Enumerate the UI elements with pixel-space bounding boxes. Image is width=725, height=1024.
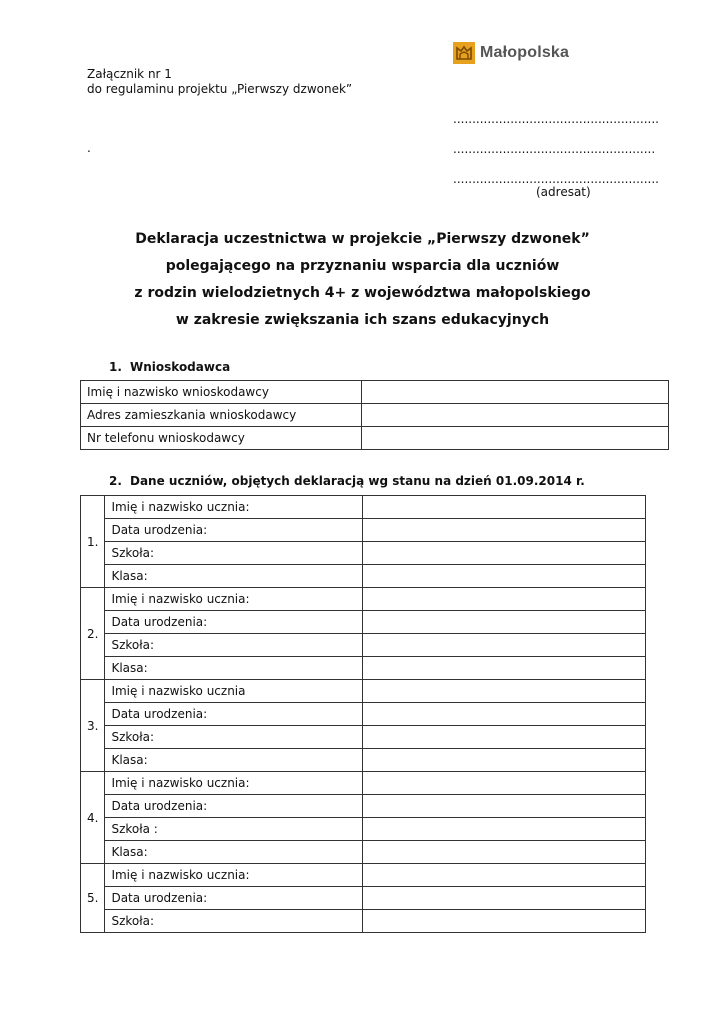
section-1-heading: Wnioskodawca	[130, 360, 231, 374]
table-row	[81, 749, 646, 772]
student-field-input[interactable]	[363, 519, 646, 542]
table-row	[81, 680, 646, 703]
table-row	[81, 841, 646, 864]
student-field-input[interactable]	[363, 657, 646, 680]
table-row	[81, 772, 646, 795]
student-field-input[interactable]	[363, 818, 646, 841]
table-row	[81, 726, 646, 749]
applicant-address-label: Adres zamieszkania wnioskodawcy	[81, 404, 362, 427]
malopolska-logo-icon	[453, 42, 475, 64]
applicant-name-field[interactable]	[362, 381, 669, 404]
student-field-input[interactable]	[363, 634, 646, 657]
applicant-phone-label: Nr telefonu wnioskodawcy	[81, 427, 362, 450]
student-field-label: Imię i nazwisko ucznia:	[105, 496, 363, 519]
student-field-input[interactable]	[363, 864, 646, 887]
section-1-number: 1.	[109, 360, 122, 374]
malopolska-logo	[453, 42, 569, 64]
logo-text: Małopolska	[480, 44, 570, 61]
table-row	[81, 795, 646, 818]
applicant-table	[80, 380, 669, 450]
student-field-label: Szkoła:	[105, 726, 363, 749]
table-row	[81, 634, 646, 657]
student-number: 1.	[81, 496, 105, 588]
title-line-2: polegającego na przyznaniu wsparcia dla uczniów	[165, 258, 560, 274]
student-field-input[interactable]	[363, 726, 646, 749]
student-field-label: Imię i nazwisko ucznia:	[105, 864, 363, 887]
table-row	[81, 519, 646, 542]
dot-marker: .	[87, 141, 91, 155]
title-line-1: Deklaracja uczestnictwa w projekcie „Pierwszy dzwonek”	[135, 231, 590, 247]
student-field-input[interactable]	[363, 680, 646, 703]
student-field-label: Data urodzenia:	[105, 611, 363, 634]
student-field-input[interactable]	[363, 841, 646, 864]
section-2-number: 2.	[109, 474, 122, 488]
student-field-label: Imię i nazwisko ucznia:	[105, 588, 363, 611]
table-row	[81, 496, 646, 519]
title-line-4: w zakresie zwiększania ich szans edukacyjnych	[175, 312, 550, 328]
table-row	[81, 611, 646, 634]
section-2-heading: Dane uczniów, objętych deklaracją wg stanu na dzień 01.09.2014 r.	[130, 474, 585, 488]
table-row	[81, 588, 646, 611]
table-row	[81, 427, 669, 450]
student-field-input[interactable]	[363, 772, 646, 795]
student-field-label: Klasa:	[105, 657, 363, 680]
student-field-label: Data urodzenia:	[105, 887, 363, 910]
student-field-label: Imię i nazwisko ucznia	[105, 680, 363, 703]
table-row	[81, 887, 646, 910]
address-caption: (adresat)	[536, 185, 591, 199]
attachment-line-2: do regulaminu projektu „Pierwszy dzwonek”	[87, 82, 353, 96]
student-field-input[interactable]	[363, 496, 646, 519]
student-number: 4.	[81, 772, 105, 864]
student-field-label: Data urodzenia:	[105, 795, 363, 818]
student-field-label: Imię i nazwisko ucznia:	[105, 772, 363, 795]
student-field-input[interactable]	[363, 749, 646, 772]
address-line-3[interactable]: ......................................................	[453, 172, 659, 186]
student-number: 5.	[81, 864, 105, 933]
students-table	[80, 495, 646, 933]
student-field-label: Data urodzenia:	[105, 703, 363, 726]
student-field-input[interactable]	[363, 887, 646, 910]
student-field-label: Data urodzenia:	[105, 519, 363, 542]
applicant-phone-field[interactable]	[362, 427, 669, 450]
student-field-label: Szkoła:	[105, 910, 363, 933]
student-field-input[interactable]	[363, 703, 646, 726]
table-row	[81, 864, 646, 887]
address-line-2[interactable]: .....................................................	[453, 142, 656, 156]
table-row	[81, 381, 669, 404]
student-field-label: Klasa:	[105, 841, 363, 864]
student-field-input[interactable]	[363, 542, 646, 565]
table-row	[81, 542, 646, 565]
student-field-input[interactable]	[363, 910, 646, 933]
student-field-label: Szkoła:	[105, 542, 363, 565]
student-number: 2.	[81, 588, 105, 680]
student-field-label: Klasa:	[105, 565, 363, 588]
student-field-label: Szkoła:	[105, 634, 363, 657]
applicant-name-label: Imię i nazwisko wnioskodawcy	[81, 381, 362, 404]
table-row	[81, 703, 646, 726]
student-field-label: Klasa:	[105, 749, 363, 772]
student-field-input[interactable]	[363, 565, 646, 588]
table-row	[81, 657, 646, 680]
student-field-input[interactable]	[363, 795, 646, 818]
student-field-input[interactable]	[363, 611, 646, 634]
student-field-label: Szkoła :	[105, 818, 363, 841]
table-row	[81, 910, 646, 933]
table-row	[81, 404, 669, 427]
attachment-line-1: Załącznik nr 1	[87, 67, 172, 81]
table-row	[81, 818, 646, 841]
student-field-input[interactable]	[363, 588, 646, 611]
applicant-address-field[interactable]	[362, 404, 669, 427]
title-line-3: z rodzin wielodzietnych 4+ z województwa małopolskiego	[134, 285, 591, 301]
table-row	[81, 565, 646, 588]
address-line-1[interactable]: ......................................................	[453, 112, 659, 126]
student-number: 3.	[81, 680, 105, 772]
